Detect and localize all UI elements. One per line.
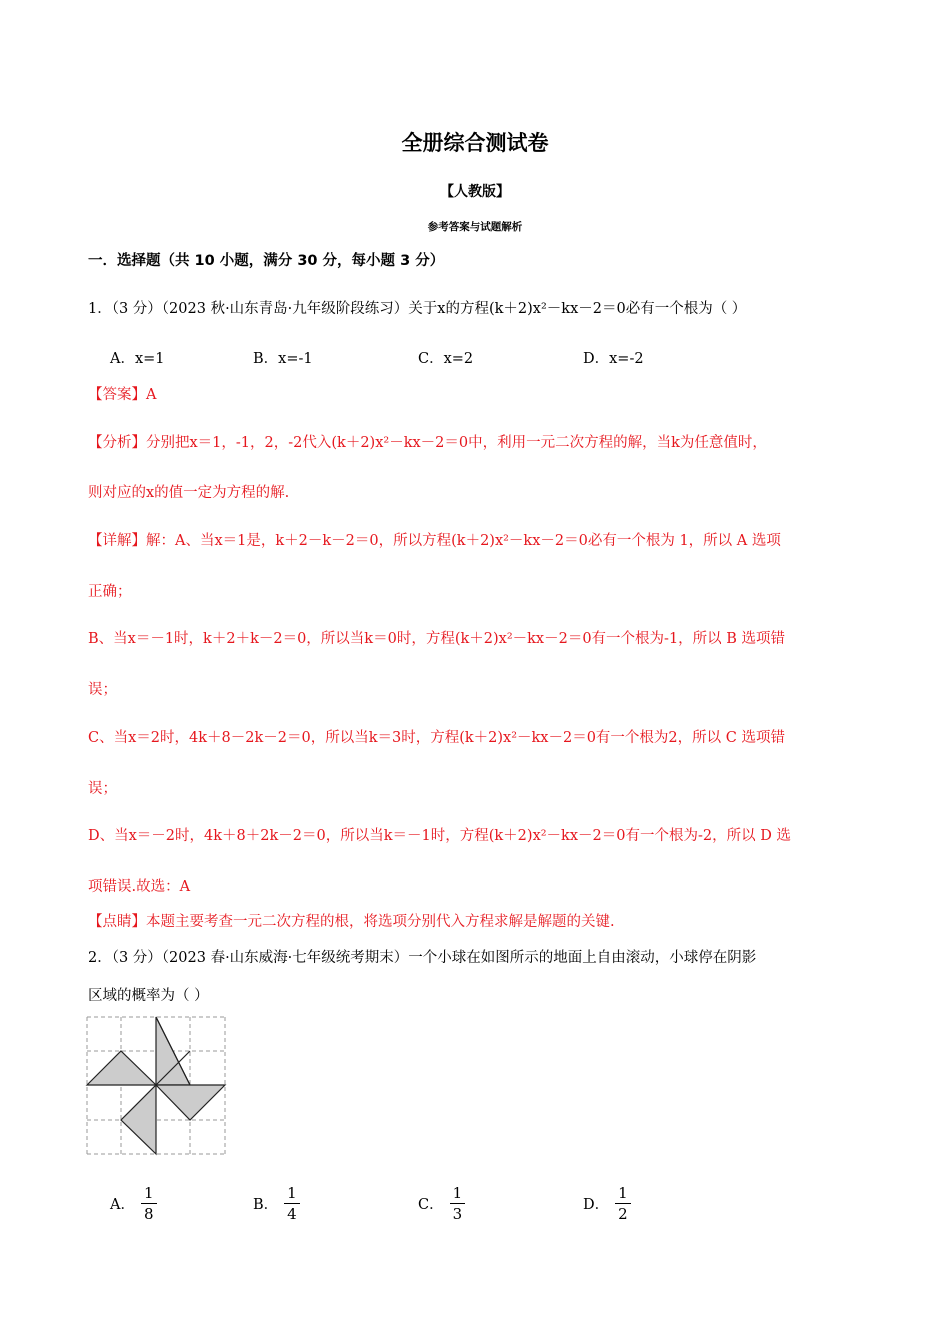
q1-answer: 【答案】A: [88, 387, 157, 403]
q1-option-b-explanation-2: 误；: [88, 682, 117, 698]
q1-comment: [88, 910, 615, 931]
question-2-stem-line-2: 区域的概率为（ ）: [88, 988, 209, 1004]
q1-detail-line-2: 正确；: [88, 584, 132, 600]
q1-option-d-explanation-2: 项错误.故选：A: [88, 879, 191, 895]
q1-option-a: A．x=1: [110, 351, 165, 367]
blade-left: [87, 1051, 156, 1085]
fraction-denominator: 4: [287, 1205, 297, 1223]
blade-right: [156, 1085, 225, 1120]
fraction-one-third: [450, 1183, 466, 1224]
q2-option-d-label: D．: [583, 1197, 610, 1213]
q1-option-c-explanation-2: 误；: [88, 781, 117, 797]
q1-option-c: C．x=2: [418, 351, 474, 367]
q2-option-d: [583, 1183, 631, 1224]
fraction-numerator: 1: [450, 1183, 466, 1204]
q2-option-b: [253, 1183, 300, 1224]
section-heading: 一．选择题（共 10 小题，满分 30 分，每小题 3 分）: [88, 253, 445, 269]
fraction-numerator: 1: [141, 1183, 157, 1204]
question-1-stem: 1．（3 分）（2023 秋·山东青岛·九年级阶段练习）关于x的方程(k＋2)x²－kx－2＝0必有一个根为（ ）: [88, 301, 747, 317]
q2-option-a-label: A．: [110, 1197, 135, 1213]
q2-option-c: [418, 1183, 465, 1224]
q1-analysis-line-2: 则对应的x的值一定为方程的解.: [88, 485, 290, 501]
fraction-one-half: [615, 1183, 631, 1224]
fraction-one-eighth: [141, 1183, 157, 1224]
q1-option-c-explanation-1: C、当x＝2时，4k＋8－2k－2＝0，所以当k＝3时，方程(k＋2)x²－kx－2＝0有一个根为2，所以 C 选项错: [88, 730, 785, 746]
fraction-denominator: 3: [452, 1205, 463, 1223]
page-title: 全册综合测试卷: [401, 131, 549, 155]
q1-detail-line-1: 【详解】解：A、当x＝1是，k＋2－k－2＝0，所以方程(k＋2)x²－kx－2＝0必有一个根为 1，所以 A 选项: [88, 533, 781, 549]
edition-label: 【人教版】: [440, 184, 510, 200]
question-2-stem-line-1: 2．（3 分）（2023 春·山东威海·七年级统考期末）一个小球在如图所示的地面上自由滚动，小球停在阴影: [88, 950, 757, 966]
q1-analysis-line-1: 【分析】分别把x＝1，-1，2，-2代入(k＋2)x²－kx－2＝0中，利用一元二次方程的解，当k为任意值时，: [88, 435, 767, 451]
q1-comment-text: 【点睛】本题主要考查一元二次方程的根，将选项分别代入方程求解是解题的关键.: [88, 914, 615, 930]
shaded-blades: [87, 1017, 225, 1154]
q1-option-b: B．x=-1: [253, 351, 313, 367]
q1-option-b-explanation-1: B、当x＝－1时，k＋2＋k－2＝0，所以当k＝0时，方程(k＋2)x²－kx－2＝0有一个根为-1，所以 B 选项错: [88, 631, 786, 647]
fraction-one-quarter: [284, 1183, 300, 1224]
q2-option-c-label: C．: [418, 1197, 444, 1213]
subtitle: 参考答案与试题解析: [427, 221, 523, 233]
blade-bottom: [121, 1085, 156, 1154]
fraction-numerator: 1: [284, 1183, 300, 1204]
q1-option-d: D．x=-2: [583, 351, 644, 367]
q2-option-a: [110, 1183, 157, 1224]
fraction-denominator: 8: [143, 1205, 154, 1223]
pinwheel-figure: [85, 1016, 227, 1156]
q1-option-d-explanation-1: D、当x＝－2时，4k＋8＋2k－2＝0，所以当k＝－1时，方程(k＋2)x²－kx－2＝0有一个根为-2，所以 D 选: [88, 828, 791, 844]
q2-option-b-label: B．: [253, 1197, 279, 1213]
fraction-denominator: 2: [618, 1205, 628, 1223]
fraction-numerator: 1: [615, 1183, 631, 1204]
